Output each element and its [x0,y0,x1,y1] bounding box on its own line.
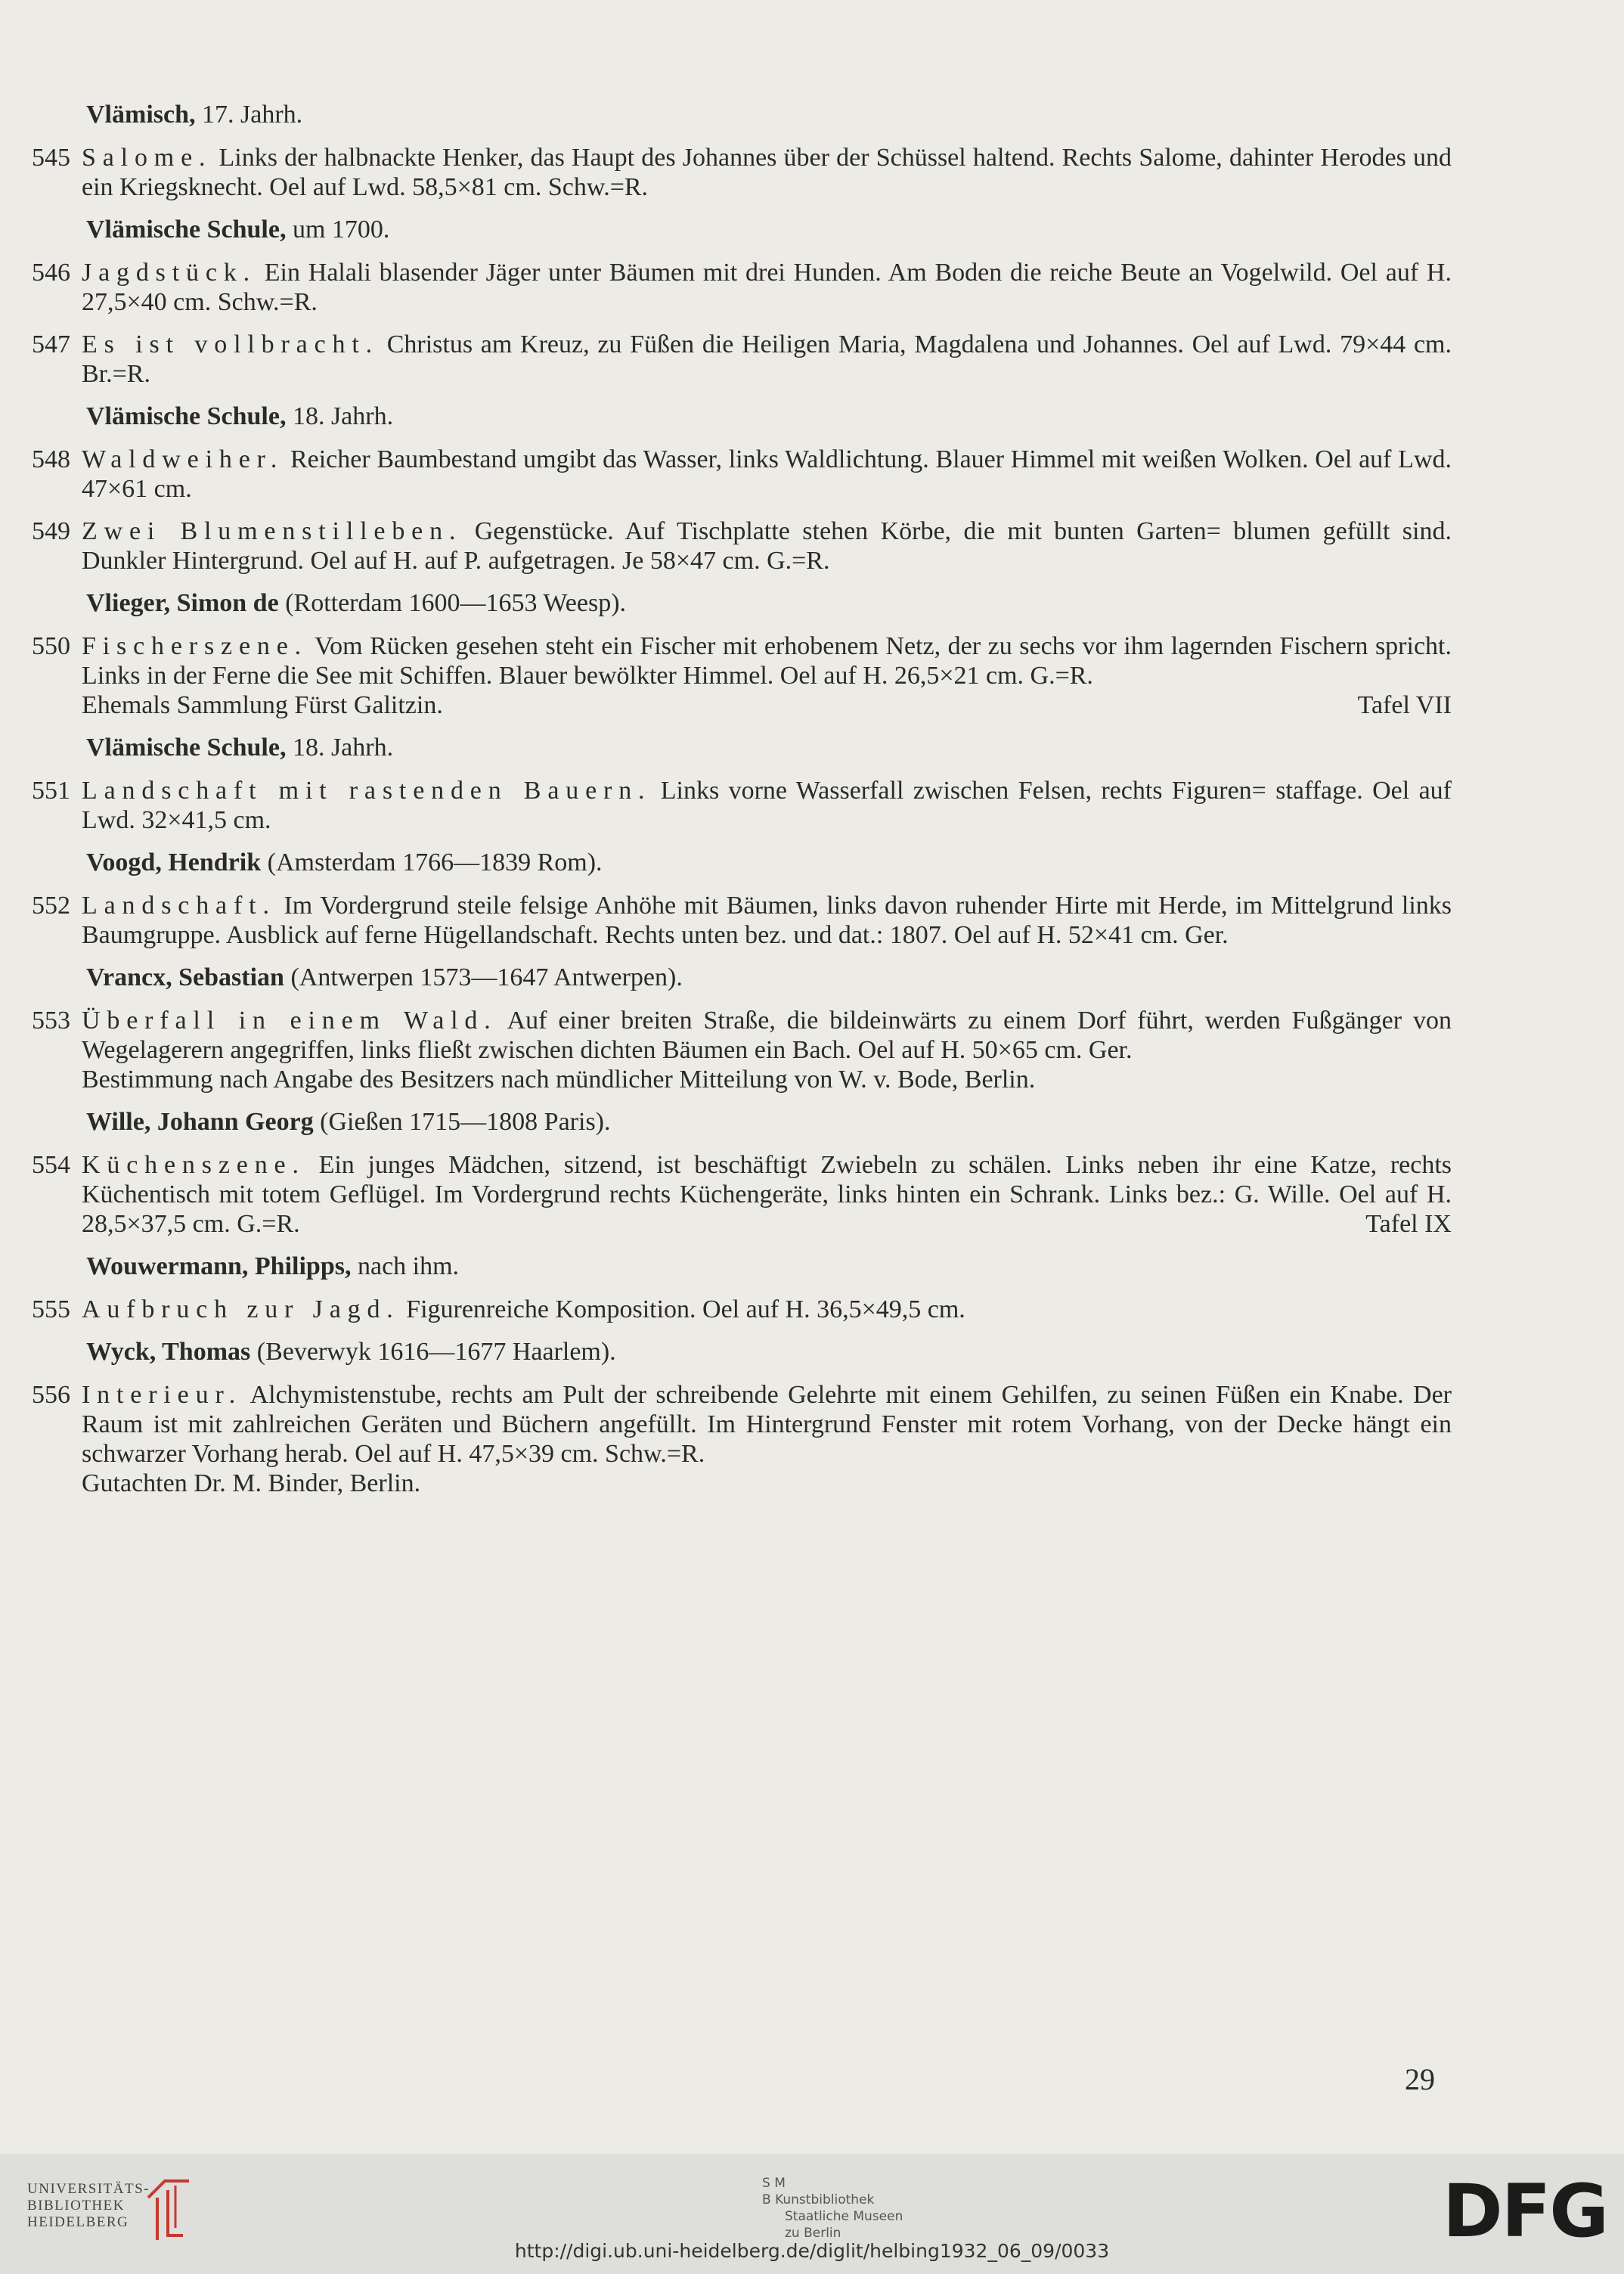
artist-dates: 18. Jahrh. [286,402,394,430]
catalog-entry [32,1006,1452,1094]
lot-description: Vom Rücken gesehen steht ein Fischer mit erhobenem Netz, der zu sechs vor ihm lagernden Fischern spricht. Links in der Ferne die See mit Schiffen. Blauer bewölkter Himmel. Oel auf H. 26,5×21 cm. G.=R. [82,632,1452,690]
catalog-text [32,100,1452,1511]
entry-body [82,1150,1452,1239]
catalog-entry [32,143,1452,202]
lot-number: 548 [32,445,70,473]
lot-description: Figurenreiche Komposition. Oel auf H. 36,5×49,5 cm. [399,1295,965,1323]
catalog-entry [32,445,1452,504]
entry-note-line [82,690,1452,720]
page-number: 29 [1405,2062,1435,2096]
lot-number: 549 [32,517,70,545]
artist-name: Wouwermann, Philipps, [86,1252,352,1280]
artist-dates: 17. Jahrh. [195,101,303,129]
catalog-entry [32,891,1452,950]
plate-reference: Tafel VII [1357,691,1452,719]
lot-description: Gegenstücke. Auf Tischplatte stehen Körbe, die mit bunten Garten= blumen gefüllt sind. Dunkler Hintergrund. Oel auf H. auf P. aufgetragen. Je 58×47 cm. G.=R. [82,517,1452,575]
ub-line: BIBLIOTHEK [27,2198,125,2214]
lot-number: 551 [32,777,70,805]
artist-dates: (Amsterdam 1766—1839 Rom). [261,848,603,876]
entry-body [82,1006,1452,1094]
ub-heidelberg-wordmark[interactable] [27,2181,150,2231]
lot-description: Auf einer breiten Straße, die bildeinwärts zu einem Dorf führt, werden Fußgänger von Wegelagerern angegriffen, links fließt zwischen dichten Bäumen ein Bach. Oel auf H. 50×65 cm. Ger. [82,1007,1452,1064]
entry-note-line [82,1065,1452,1094]
lot-number: 546 [32,259,70,287]
page-url[interactable]: http://digi.ub.uni-heidelberg.de/diglit/helbing1932_06_09/0033 [514,2240,1110,2262]
artist-heading [32,1252,1452,1281]
entry-body [82,891,1452,950]
artist-name: Vlämisch, [86,101,196,129]
lot-title: Küchenszene. [82,1151,305,1179]
lot-title: Jagdstück. [82,259,256,287]
lot-description: Ein Halali blasender Jäger unter Bäumen mit drei Hunden. Am Boden die reiche Beute an Vogelwild. Oel auf H. 27,5×40 cm. Schw.=R. [82,259,1452,316]
artist-dates: (Antwerpen 1573—1647 Antwerpen). [284,963,683,991]
lot-number: 547 [32,330,70,358]
catalog-entry [32,1150,1452,1239]
entry-body [82,1295,1452,1324]
artist-name: Vlämische Schule, [86,734,287,762]
artist-name: Vlämische Schule, [86,402,287,430]
lot-description: Christus am Kreuz, zu Füßen die Heiligen Maria, Magdalena und Johannes. Oel auf Lwd. 79×44 cm. Br.=R. [82,330,1452,388]
entry-body [82,143,1452,202]
entry-body [82,445,1452,504]
lot-description: Im Vordergrund steile felsige Anhöhe mit Bäumen, links davon ruhender Hirte mit Herde, im Mittelgrund links Baumgruppe. Ausblick auf ferne Hügellandschaft. Rechts unten bez. und dat.: 1807. Oel auf H. 52×41 cm. Ger. [82,892,1452,949]
plate-reference: Tafel IX [1365,1210,1452,1238]
lot-title: Interieur. [82,1381,243,1409]
artist-name: Voogd, Hendrik [86,848,262,876]
lot-description: Alchymistenstube, rechts am Pult der schreibende Gelehrte mit einem Gehilfen, zu seinen Füßen ein Knabe. Der Raum ist mit zahlreichen Geräten und Büchern angefüllt. Im Hintergrund Fenster mit rotem Vorhang, von der Decke hängt ein schwarzer Vorhang herab. Oel auf H. 47,5×39 cm. Schw.=R. [82,1381,1452,1468]
smb-line: S M [762,2176,786,2191]
artist-heading [32,733,1452,762]
artist-name: Wyck, Thomas [86,1338,251,1366]
smb-line: Staatliche Museen [785,2209,903,2224]
ub-logo-icon [142,2175,195,2243]
entry-note-line [82,1469,1452,1498]
artist-dates: 18. Jahrh. [286,734,394,762]
catalog-entry [32,776,1452,835]
lot-description: Links vorne Wasserfall zwischen Felsen, rechts Figuren= staffage. Oel auf Lwd. 32×41,5 cm. [82,777,1452,834]
lot-number: 545 [32,144,70,172]
lot-description: Links der halbnackte Henker, das Haupt des Johannes über der Schüssel haltend. Rechts Salome, dahinter Herodes und ein Kriegsknecht. Oel auf Lwd. 58,5×81 cm. Schw.=R. [82,144,1452,201]
artist-dates: nach ihm. [351,1252,460,1280]
lot-title: Es ist vollbracht. [82,330,380,358]
smb-line: B Kunstbibliothek [762,2192,875,2207]
artist-heading [32,963,1452,992]
smb-kunstbibliothek-wordmark[interactable] [762,2175,903,2241]
entry-body [82,776,1452,835]
artist-heading [32,1337,1452,1367]
lot-title: Zwei Blumenstilleben. [82,517,463,545]
catalog-entry [32,330,1452,389]
smb-line: zu Berlin [785,2226,841,2241]
provenance-note: Bestimmung nach Angabe des Besitzers nach mündlicher Mitteilung von W. v. Bode, Berlin. [82,1066,1036,1094]
artist-name: Wille, Johann Georg [86,1108,314,1136]
artist-heading [32,588,1452,618]
lot-number: 550 [32,632,70,660]
lot-title: Waldweiher. [82,445,284,473]
catalog-entry [32,258,1452,317]
entry-body [82,517,1452,575]
lot-title: Landschaft mit rastenden Bauern. [82,777,652,805]
lot-title: Salome. [82,144,212,172]
lot-description: Ein junges Mädchen, sitzend, ist beschäftigt Zwiebeln zu schälen. Links neben ihr eine Katze, rechts Küchentisch mit totem Geflügel. Im Vordergrund rechts Küchengeräte, links hinten ein Schrank. Links bez.: G. Wille. Oel auf H. 28,5×37,5 cm. G.=R. [82,1151,1452,1238]
lot-number: 556 [32,1381,70,1409]
lot-title: Überfall in einem Wald. [82,1007,497,1035]
artist-name: Vrancx, Sebastian [86,963,284,991]
artist-heading [32,100,1452,129]
lot-description: Reicher Baumbestand umgibt das Wasser, links Waldlichtung. Blauer Himmel mit weißen Wolken. Oel auf Lwd. 47×61 cm. [82,445,1452,503]
artist-dates: um 1700. [286,216,390,244]
artist-dates: (Gießen 1715—1808 Paris). [313,1108,611,1136]
artist-dates: (Beverwyk 1616—1677 Haarlem). [250,1338,616,1366]
lot-title: Landschaft. [82,892,276,920]
artist-name: Vlämische Schule, [86,216,287,244]
artist-heading [32,848,1452,877]
artist-name: Vlieger, Simon de [86,589,279,617]
catalog-entry [32,1380,1452,1498]
ub-line: UNIVERSITÄTS- [27,2181,150,2197]
provenance-note: Ehemals Sammlung Fürst Galitzin. [82,691,443,719]
artist-heading [32,215,1452,244]
lot-number: 554 [32,1151,70,1179]
artist-heading [32,402,1452,431]
lot-title: Fischerszene. [82,632,308,660]
catalog-entry [32,631,1452,720]
entry-body [82,258,1452,317]
catalog-entry [32,1295,1452,1324]
entry-body [82,631,1452,720]
lot-number: 555 [32,1295,70,1323]
ub-line: HEIDELBERG [27,2214,129,2230]
artist-heading [32,1107,1452,1137]
dfg-logo[interactable]: DFG [1443,2169,1608,2254]
lot-number: 553 [32,1007,70,1035]
lot-title: Aufbruch zur Jagd. [82,1295,400,1323]
artist-dates: (Rotterdam 1600—1653 Weesp). [278,589,627,617]
provenance-note: Gutachten Dr. M. Binder, Berlin. [82,1469,421,1497]
entry-body [82,1380,1452,1498]
catalog-entry [32,517,1452,575]
entry-body [82,330,1452,389]
lot-number: 552 [32,892,70,920]
